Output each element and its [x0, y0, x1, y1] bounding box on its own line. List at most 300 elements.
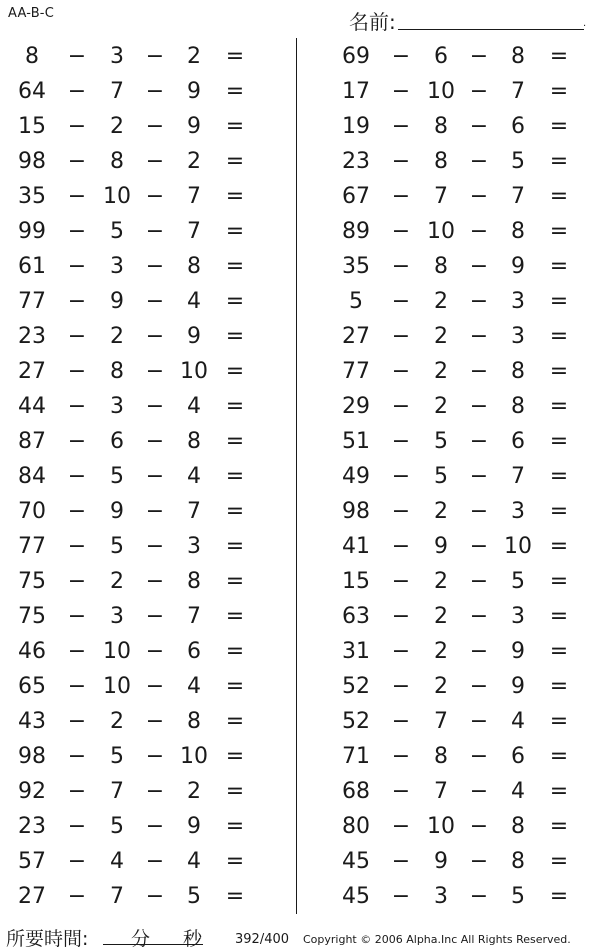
minus-sign: −	[145, 254, 165, 279]
problem-row	[324, 563, 594, 598]
operand-a: 70	[18, 499, 46, 524]
operand-a: 29	[342, 394, 370, 419]
minus-sign: −	[391, 604, 411, 629]
minus-sign: −	[145, 219, 165, 244]
operand-a: 44	[18, 394, 46, 419]
operand-a: 77	[18, 289, 46, 314]
operand-b: 3	[110, 604, 124, 629]
problem-row	[324, 738, 594, 773]
minus-sign: −	[391, 779, 411, 804]
operand-a: 77	[18, 534, 46, 559]
operand-b: 2	[110, 709, 124, 734]
minus-sign: −	[391, 184, 411, 209]
operand-b: 2	[434, 324, 448, 349]
operand-a: 23	[18, 324, 46, 349]
operand-c: 7	[511, 184, 525, 209]
equals-sign: =	[549, 569, 569, 594]
operand-b: 8	[434, 149, 448, 174]
operand-a: 84	[18, 464, 46, 489]
problem-row	[0, 248, 270, 283]
minus-sign: −	[391, 639, 411, 664]
operand-c: 8	[511, 849, 525, 874]
equals-sign: =	[225, 184, 245, 209]
operand-c: 10	[180, 359, 208, 384]
operand-c: 5	[187, 884, 201, 909]
operand-b: 7	[434, 779, 448, 804]
minus-sign: −	[67, 849, 87, 874]
minus-sign: −	[145, 114, 165, 139]
equals-sign: =	[225, 114, 245, 139]
minus-sign: −	[469, 289, 489, 314]
operand-c: 9	[187, 814, 201, 839]
problem-row	[0, 388, 270, 423]
operand-b: 5	[110, 534, 124, 559]
problem-row	[324, 423, 594, 458]
operand-b: 5	[110, 464, 124, 489]
minus-sign: −	[391, 464, 411, 489]
operand-b: 2	[434, 289, 448, 314]
equals-sign: =	[549, 149, 569, 174]
equals-sign: =	[225, 219, 245, 244]
equals-sign: =	[225, 779, 245, 804]
operand-a: 64	[18, 79, 46, 104]
operand-b: 5	[110, 744, 124, 769]
operand-b: 8	[110, 359, 124, 384]
operand-b: 10	[427, 219, 455, 244]
problem-row	[0, 178, 270, 213]
problem-row	[0, 703, 270, 738]
operand-b: 2	[110, 114, 124, 139]
equals-sign: =	[225, 254, 245, 279]
minus-sign: −	[469, 219, 489, 244]
minus-sign: −	[67, 429, 87, 454]
equals-sign: =	[225, 289, 245, 314]
operand-c: 9	[511, 639, 525, 664]
problem-row	[0, 668, 270, 703]
name-field[interactable]	[349, 6, 589, 34]
minus-sign: −	[145, 534, 165, 559]
operand-a: 92	[18, 779, 46, 804]
problem-row	[0, 353, 270, 388]
operand-b: 8	[434, 114, 448, 139]
minus-sign: −	[391, 219, 411, 244]
operand-a: 75	[18, 604, 46, 629]
equals-sign: =	[549, 604, 569, 629]
operand-a: 51	[342, 429, 370, 454]
equals-sign: =	[549, 114, 569, 139]
operand-c: 3	[511, 604, 525, 629]
minus-sign: −	[145, 744, 165, 769]
minus-sign: −	[469, 44, 489, 69]
operand-c: 7	[187, 184, 201, 209]
equals-sign: =	[225, 149, 245, 174]
operand-a: 5	[349, 289, 363, 314]
operand-c: 9	[187, 324, 201, 349]
operand-b: 2	[434, 359, 448, 384]
operand-b: 5	[434, 429, 448, 454]
problem-row	[0, 528, 270, 563]
minus-sign: −	[67, 534, 87, 559]
minus-sign: −	[145, 639, 165, 664]
problem-row	[324, 178, 594, 213]
seconds-label: 秒	[183, 928, 203, 950]
problem-row	[0, 458, 270, 493]
problem-row	[324, 143, 594, 178]
operand-c: 7	[187, 499, 201, 524]
minus-sign: −	[469, 709, 489, 734]
minus-sign: −	[67, 79, 87, 104]
operand-c: 8	[511, 44, 525, 69]
minus-sign: −	[67, 499, 87, 524]
equals-sign: =	[549, 219, 569, 244]
time-required-label: 所要時間:	[6, 928, 89, 950]
equals-sign: =	[549, 394, 569, 419]
equals-sign: =	[225, 849, 245, 874]
minus-sign: −	[469, 114, 489, 139]
equals-sign: =	[225, 499, 245, 524]
equals-sign: =	[225, 534, 245, 559]
operand-c: 10	[180, 744, 208, 769]
operand-a: 41	[342, 534, 370, 559]
problem-row	[324, 213, 594, 248]
operand-a: 57	[18, 849, 46, 874]
equals-sign: =	[549, 464, 569, 489]
minus-sign: −	[391, 429, 411, 454]
equals-sign: =	[225, 814, 245, 839]
operand-c: 3	[511, 324, 525, 349]
minus-sign: −	[145, 674, 165, 699]
problem-row	[0, 633, 270, 668]
problem-row	[324, 703, 594, 738]
problem-row	[0, 563, 270, 598]
operand-c: 2	[187, 44, 201, 69]
minus-sign: −	[469, 464, 489, 489]
equals-sign: =	[225, 394, 245, 419]
operand-b: 5	[110, 814, 124, 839]
minus-sign: −	[469, 814, 489, 839]
minus-sign: −	[67, 254, 87, 279]
equals-sign: =	[225, 884, 245, 909]
name-end-dot: .	[583, 18, 587, 29]
minus-sign: −	[391, 79, 411, 104]
operand-c: 4	[187, 394, 201, 419]
minus-sign: −	[469, 359, 489, 384]
minus-sign: −	[145, 569, 165, 594]
operand-b: 7	[110, 779, 124, 804]
equals-sign: =	[549, 289, 569, 314]
problem-row	[0, 73, 270, 108]
problem-row	[324, 773, 594, 808]
operand-b: 3	[110, 44, 124, 69]
minus-sign: −	[391, 884, 411, 909]
operand-c: 3	[511, 289, 525, 314]
minus-sign: −	[67, 639, 87, 664]
minus-sign: −	[67, 324, 87, 349]
minus-sign: −	[145, 429, 165, 454]
problem-row	[0, 808, 270, 843]
operand-b: 6	[434, 44, 448, 69]
minus-sign: −	[67, 394, 87, 419]
equals-sign: =	[549, 254, 569, 279]
equals-sign: =	[549, 44, 569, 69]
equals-sign: =	[225, 464, 245, 489]
operand-b: 10	[103, 639, 131, 664]
equals-sign: =	[225, 429, 245, 454]
minus-sign: −	[145, 359, 165, 384]
minus-sign: −	[391, 814, 411, 839]
minus-sign: −	[469, 744, 489, 769]
minus-sign: −	[469, 639, 489, 664]
minus-sign: −	[469, 499, 489, 524]
operand-a: 89	[342, 219, 370, 244]
operand-a: 35	[342, 254, 370, 279]
problem-row	[0, 108, 270, 143]
operand-c: 2	[187, 779, 201, 804]
operand-c: 8	[187, 709, 201, 734]
operand-b: 5	[110, 219, 124, 244]
minus-sign: −	[67, 359, 87, 384]
operand-a: 77	[342, 359, 370, 384]
minus-sign: −	[469, 534, 489, 559]
problem-row	[0, 213, 270, 248]
copyright-notice: Copyright © 2006 Alpha.Inc All Rights Reserved.	[303, 933, 571, 946]
problem-row	[0, 423, 270, 458]
operand-c: 3	[187, 534, 201, 559]
minus-sign: −	[145, 44, 165, 69]
minus-sign: −	[391, 499, 411, 524]
problem-row	[324, 108, 594, 143]
operand-b: 7	[434, 709, 448, 734]
minus-sign: −	[391, 114, 411, 139]
operand-c: 8	[511, 359, 525, 384]
operand-b: 8	[434, 744, 448, 769]
problem-row	[324, 458, 594, 493]
minus-sign: −	[145, 289, 165, 314]
equals-sign: =	[225, 744, 245, 769]
operand-b: 3	[434, 884, 448, 909]
operand-a: 23	[18, 814, 46, 839]
operand-b: 2	[110, 324, 124, 349]
operand-c: 6	[511, 744, 525, 769]
minus-sign: −	[391, 674, 411, 699]
problem-row	[0, 493, 270, 528]
minus-sign: −	[67, 604, 87, 629]
column-divider	[296, 38, 297, 914]
operand-b: 9	[110, 289, 124, 314]
operand-b: 8	[434, 254, 448, 279]
minus-sign: −	[145, 499, 165, 524]
operand-c: 7	[187, 604, 201, 629]
minus-sign: −	[391, 709, 411, 734]
minus-sign: −	[469, 254, 489, 279]
operand-a: 46	[18, 639, 46, 664]
problem-row	[324, 843, 594, 878]
operand-a: 80	[342, 814, 370, 839]
problem-row	[324, 598, 594, 633]
operand-a: 52	[342, 674, 370, 699]
minus-sign: −	[67, 464, 87, 489]
equals-sign: =	[549, 849, 569, 874]
operand-c: 3	[511, 499, 525, 524]
equals-sign: =	[549, 499, 569, 524]
minus-sign: −	[469, 324, 489, 349]
operand-c: 8	[187, 254, 201, 279]
problem-row	[324, 283, 594, 318]
name-label: 名前:	[349, 10, 396, 34]
operand-b: 8	[110, 149, 124, 174]
minus-sign: −	[67, 569, 87, 594]
operand-c: 4	[511, 709, 525, 734]
operand-a: 98	[342, 499, 370, 524]
minus-sign: −	[391, 289, 411, 314]
operand-c: 8	[187, 429, 201, 454]
operand-a: 15	[342, 569, 370, 594]
operand-a: 15	[18, 114, 46, 139]
operand-a: 43	[18, 709, 46, 734]
operand-b: 3	[110, 254, 124, 279]
equals-sign: =	[549, 744, 569, 769]
minus-sign: −	[469, 149, 489, 174]
equals-sign: =	[225, 639, 245, 664]
minus-sign: −	[469, 884, 489, 909]
problems-right-column	[324, 38, 594, 913]
operand-c: 4	[511, 779, 525, 804]
equals-sign: =	[549, 359, 569, 384]
operand-c: 6	[511, 114, 525, 139]
operand-a: 63	[342, 604, 370, 629]
minus-sign: −	[67, 674, 87, 699]
minus-sign: −	[67, 184, 87, 209]
minus-sign: −	[391, 254, 411, 279]
operand-a: 99	[18, 219, 46, 244]
operand-a: 67	[342, 184, 370, 209]
operand-b: 6	[110, 429, 124, 454]
operand-c: 4	[187, 674, 201, 699]
minus-sign: −	[67, 114, 87, 139]
minus-sign: −	[145, 79, 165, 104]
operand-a: 75	[18, 569, 46, 594]
equals-sign: =	[549, 429, 569, 454]
minus-sign: −	[145, 849, 165, 874]
minus-sign: −	[145, 779, 165, 804]
operand-b: 2	[434, 674, 448, 699]
operand-c: 5	[511, 149, 525, 174]
operand-a: 19	[342, 114, 370, 139]
operand-c: 9	[511, 254, 525, 279]
minus-sign: −	[67, 814, 87, 839]
minus-sign: −	[67, 744, 87, 769]
minus-sign: −	[469, 849, 489, 874]
operand-a: 87	[18, 429, 46, 454]
operand-c: 7	[187, 219, 201, 244]
minus-sign: −	[391, 849, 411, 874]
operand-a: 71	[342, 744, 370, 769]
minus-sign: −	[67, 149, 87, 174]
operand-a: 17	[342, 79, 370, 104]
minus-sign: −	[67, 219, 87, 244]
equals-sign: =	[549, 884, 569, 909]
operand-b: 7	[434, 184, 448, 209]
operand-a: 45	[342, 849, 370, 874]
minus-sign: −	[391, 394, 411, 419]
minus-sign: −	[391, 324, 411, 349]
problem-row	[324, 388, 594, 423]
operand-b: 4	[110, 849, 124, 874]
problem-row	[0, 318, 270, 353]
equals-sign: =	[549, 79, 569, 104]
equals-sign: =	[225, 324, 245, 349]
operand-a: 27	[18, 884, 46, 909]
operand-c: 9	[187, 79, 201, 104]
equals-sign: =	[549, 324, 569, 349]
problem-row	[0, 738, 270, 773]
worksheet-code: AA-B-C	[8, 6, 54, 21]
minus-sign: −	[145, 464, 165, 489]
minus-sign: −	[469, 674, 489, 699]
operand-b: 2	[434, 604, 448, 629]
operand-b: 5	[434, 464, 448, 489]
problem-row	[324, 493, 594, 528]
problem-row	[324, 668, 594, 703]
problem-row	[324, 633, 594, 668]
operand-b: 10	[427, 814, 455, 839]
problem-row	[324, 73, 594, 108]
operand-b: 2	[110, 569, 124, 594]
problem-row	[0, 38, 270, 73]
operand-c: 8	[511, 814, 525, 839]
operand-a: 52	[342, 709, 370, 734]
operand-a: 98	[18, 149, 46, 174]
operand-c: 6	[187, 639, 201, 664]
minus-sign: −	[391, 534, 411, 559]
minus-sign: −	[145, 604, 165, 629]
problem-row	[0, 283, 270, 318]
operand-a: 49	[342, 464, 370, 489]
problem-row	[324, 38, 594, 73]
problem-row	[324, 353, 594, 388]
equals-sign: =	[225, 44, 245, 69]
operand-a: 23	[342, 149, 370, 174]
operand-a: 35	[18, 184, 46, 209]
operand-c: 7	[511, 464, 525, 489]
problem-row	[324, 248, 594, 283]
problem-row	[324, 528, 594, 563]
minus-sign: −	[469, 779, 489, 804]
page-number: 392/400	[235, 932, 290, 947]
minus-sign: −	[391, 149, 411, 174]
minus-sign: −	[145, 884, 165, 909]
minus-sign: −	[67, 709, 87, 734]
operand-a: 65	[18, 674, 46, 699]
operand-c: 5	[511, 884, 525, 909]
minus-sign: −	[469, 604, 489, 629]
operand-c: 4	[187, 849, 201, 874]
equals-sign: =	[225, 709, 245, 734]
operand-b: 2	[434, 499, 448, 524]
operand-c: 6	[511, 429, 525, 454]
operand-a: 68	[342, 779, 370, 804]
operand-c: 4	[187, 464, 201, 489]
minus-sign: −	[145, 149, 165, 174]
operand-b: 9	[110, 499, 124, 524]
operand-b: 3	[110, 394, 124, 419]
operand-c: 10	[504, 534, 532, 559]
operand-b: 2	[434, 639, 448, 664]
operand-a: 31	[342, 639, 370, 664]
minus-sign: −	[67, 884, 87, 909]
operand-b: 2	[434, 569, 448, 594]
operand-b: 7	[110, 79, 124, 104]
